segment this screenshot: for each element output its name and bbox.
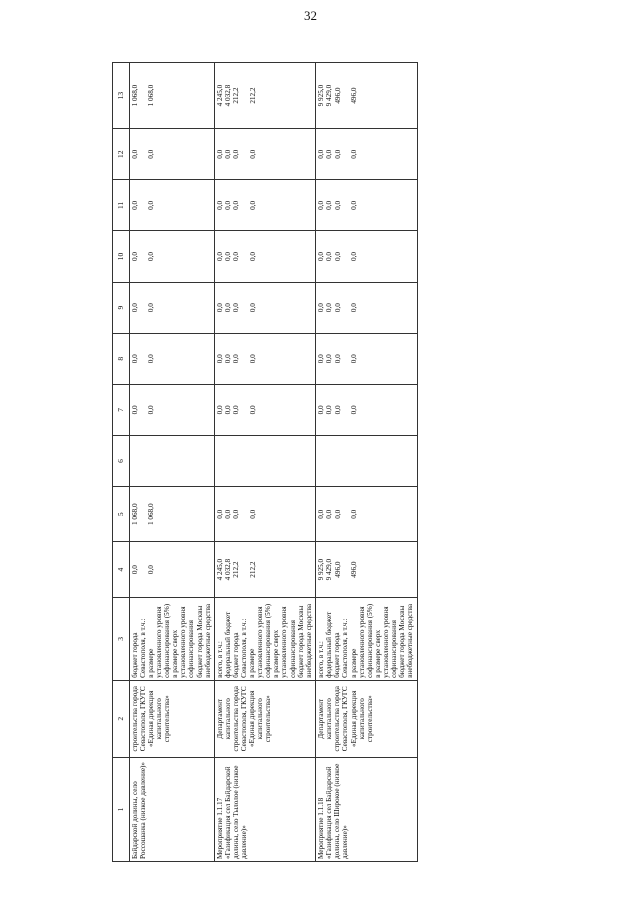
value: 0,0 [147, 303, 156, 313]
value-cell [316, 180, 417, 231]
value: 496,0 [350, 87, 359, 104]
value: 0,0 [317, 303, 326, 313]
value: 0,0 [333, 405, 342, 415]
value: 0,0 [248, 251, 257, 261]
column-number-cell: 9 [113, 282, 130, 333]
value [375, 387, 400, 433]
value: 0,0 [131, 149, 139, 159]
value: 0,0 [131, 303, 139, 313]
value-cell [316, 542, 417, 597]
value [298, 387, 306, 433]
value-cell [130, 180, 215, 231]
value: 0,0 [131, 200, 139, 210]
funding-source-label: в размере сверх установленного уровня софинансирования [272, 606, 297, 678]
value [172, 65, 197, 126]
table-body [130, 63, 418, 862]
column-number-cell: 10 [113, 231, 130, 282]
value: 1 068,0 [147, 503, 156, 526]
value: 212,2 [232, 561, 241, 578]
value [325, 438, 333, 484]
value: 0,0 [215, 509, 224, 519]
value [273, 387, 298, 433]
value: 0,0 [131, 354, 139, 364]
funding-source-label: внебюджетные средства [405, 603, 414, 678]
value: 0,0 [325, 251, 334, 261]
column-number-cell: 11 [113, 180, 130, 231]
value: 0,0 [248, 303, 257, 313]
value: 0,0 [147, 149, 156, 159]
value: 0,0 [224, 149, 233, 159]
value: 9 429,0 [325, 558, 334, 581]
value-cell [316, 231, 417, 282]
value: 9 925,0 [317, 558, 326, 581]
value [197, 285, 205, 331]
funding-source-label: внебюджетные средства [304, 603, 313, 678]
value: 0,0 [215, 405, 224, 415]
value: 0,0 [317, 200, 326, 210]
value: 0,0 [350, 251, 359, 261]
value: 0,0 [147, 200, 156, 210]
rotated-table-wrapper [112, 62, 608, 862]
value [172, 544, 197, 594]
value: 0,0 [248, 509, 257, 519]
value-cell [130, 542, 215, 597]
value [375, 489, 400, 539]
funding-source-label: в размере установленного уровня софинансирования (5%) [349, 603, 374, 678]
value: 0,0 [317, 509, 326, 519]
value [399, 438, 407, 484]
value [298, 182, 306, 228]
value: 0,0 [248, 200, 257, 210]
value [317, 438, 325, 484]
value [375, 233, 400, 279]
value: 4 032,8 [224, 84, 233, 107]
value [224, 438, 232, 484]
value: 212,2 [248, 561, 257, 578]
value: 0,0 [232, 200, 241, 210]
value [306, 65, 314, 126]
value [172, 387, 197, 433]
value [399, 131, 407, 177]
value [249, 438, 274, 484]
value: 9 429,0 [325, 84, 334, 107]
funding-source-label: бюджет города Москвы [296, 605, 305, 678]
column-number-cell: 7 [113, 384, 130, 435]
value: 496,0 [350, 561, 359, 578]
funding-source-label: всего, в т.ч.: [215, 641, 224, 678]
table-row [316, 63, 417, 862]
value: 0,0 [224, 354, 233, 364]
value: 0,0 [333, 354, 342, 364]
value: 496,0 [333, 87, 342, 104]
value [306, 131, 314, 177]
value: 0,0 [333, 509, 342, 519]
funding-source-label: бюджет города Севастополя, в т.ч.: [232, 618, 249, 678]
value: 0,0 [215, 149, 224, 159]
value [407, 336, 415, 382]
value: 0,0 [224, 200, 233, 210]
value [273, 438, 298, 484]
value [205, 336, 213, 382]
column-number-cell: 5 [113, 487, 130, 542]
value [306, 233, 314, 279]
funding-source-label: федеральный бюджет [224, 611, 233, 678]
value: 4 245,0 [215, 558, 224, 581]
value: 0,0 [224, 405, 233, 415]
value [298, 438, 306, 484]
value [306, 489, 314, 539]
value-cell [316, 63, 417, 129]
value-cell [214, 180, 315, 231]
value [172, 336, 197, 382]
value: 0,0 [224, 509, 233, 519]
value-cell [214, 487, 315, 542]
value-cell [214, 63, 315, 129]
column-number-cell: 1 [113, 757, 130, 861]
value-cell [130, 333, 215, 384]
value: 0,0 [317, 251, 326, 261]
measure-name-cell: Байдарской долины, село Россошанка (низкое давление)» [130, 757, 215, 861]
value [407, 233, 415, 279]
value [306, 544, 314, 594]
value: 0,0 [317, 405, 326, 415]
value [232, 438, 248, 484]
value [350, 438, 375, 484]
column-number-cell: 2 [113, 680, 130, 757]
value [375, 438, 400, 484]
value-cell [130, 63, 215, 129]
value: 0,0 [325, 509, 334, 519]
value-cell [130, 282, 215, 333]
value: 0,0 [224, 303, 233, 313]
budget-table [112, 62, 418, 862]
value [399, 544, 407, 594]
column-number-cell: 6 [113, 435, 130, 486]
value: 0,0 [317, 354, 326, 364]
value-cell [316, 435, 417, 486]
value-cell [214, 542, 315, 597]
funding-source-label: бюджет города Севастополя, в т.ч.: [333, 618, 350, 678]
value: 0,0 [232, 354, 241, 364]
value [147, 438, 172, 484]
value [273, 233, 298, 279]
value [334, 438, 350, 484]
table-row [130, 63, 215, 862]
value-cell [130, 129, 215, 180]
value [407, 489, 415, 539]
value-cell [316, 487, 417, 542]
value [375, 285, 400, 331]
funding-source-cell [316, 597, 417, 680]
value [298, 65, 306, 126]
value [399, 182, 407, 228]
value: 0,0 [350, 149, 359, 159]
table-row [214, 63, 315, 862]
value: 0,0 [248, 354, 257, 364]
value [273, 285, 298, 331]
value [306, 285, 314, 331]
value [131, 438, 147, 484]
value [205, 489, 213, 539]
value [298, 336, 306, 382]
value: 0,0 [147, 565, 156, 575]
value-cell [214, 231, 315, 282]
value: 0,0 [232, 509, 241, 519]
value [273, 182, 298, 228]
funding-source-label: бюджет города Москвы [397, 605, 406, 678]
value [407, 544, 415, 594]
value [172, 182, 197, 228]
column-number-row [113, 63, 130, 862]
value: 0,0 [147, 354, 156, 364]
value-cell [130, 231, 215, 282]
value-cell [214, 384, 315, 435]
value [407, 65, 415, 126]
value-cell [316, 129, 417, 180]
value: 212,2 [232, 87, 241, 104]
value [298, 544, 306, 594]
value: 496,0 [333, 561, 342, 578]
value: 0,0 [350, 509, 359, 519]
value [399, 65, 407, 126]
value-cell [214, 435, 315, 486]
value [407, 182, 415, 228]
value: 0,0 [325, 303, 334, 313]
value [399, 233, 407, 279]
column-number-cell: 13 [113, 63, 130, 129]
funding-source-label: в размере сверх установленного уровня софинансирования [373, 606, 398, 678]
value-cell [214, 282, 315, 333]
value [197, 65, 205, 126]
value [298, 131, 306, 177]
value [205, 182, 213, 228]
value [197, 233, 205, 279]
value [197, 489, 205, 539]
value: 0,0 [350, 405, 359, 415]
column-number-cell: 4 [113, 542, 130, 597]
value-cell [130, 435, 215, 486]
value [273, 489, 298, 539]
executor-cell: Департамент капитального строительства города Севастополя, ГКУГС «Единая дирекция капитального строительства» [316, 680, 417, 757]
value [216, 438, 224, 484]
funding-source-label: внебюджетные средства [203, 603, 212, 678]
value [205, 285, 213, 331]
value [306, 336, 314, 382]
value: 0,0 [232, 405, 241, 415]
value [375, 544, 400, 594]
value [306, 438, 314, 484]
value [205, 233, 213, 279]
value [375, 131, 400, 177]
value [306, 182, 314, 228]
funding-source-label: в размере сверх установленного уровня софинансирования [171, 606, 196, 678]
value [172, 285, 197, 331]
value: 0,0 [333, 200, 342, 210]
value: 9 925,0 [317, 84, 326, 107]
value: 0,0 [147, 251, 156, 261]
funding-source-label: федеральный бюджет [325, 611, 334, 678]
value: 0,0 [232, 251, 241, 261]
column-number-cell: 3 [113, 597, 130, 680]
value: 4 245,0 [215, 84, 224, 107]
funding-source-label: всего, в т.ч.: [317, 641, 326, 678]
measure-name-cell: Мероприятие 1.1.18 «Газификация сел Байдарской долины, село Широкое (низкое давление)» [316, 757, 417, 861]
column-number-cell: 8 [113, 333, 130, 384]
value: 4 032,8 [224, 558, 233, 581]
value [407, 285, 415, 331]
value: 0,0 [215, 251, 224, 261]
value [197, 438, 205, 484]
value: 1 068,0 [147, 84, 156, 107]
value [205, 438, 213, 484]
table-header [113, 63, 130, 862]
value: 0,0 [147, 405, 156, 415]
value [197, 182, 205, 228]
value [273, 65, 298, 126]
funding-source-label: в размере установленного уровня софинансирования (5%) [147, 603, 172, 678]
value [205, 131, 213, 177]
value: 0,0 [350, 303, 359, 313]
value [172, 131, 197, 177]
value [298, 285, 306, 331]
value [172, 489, 197, 539]
value: 0,0 [215, 303, 224, 313]
value [172, 438, 197, 484]
funding-source-label: в размере установленного уровня софинансирования (5%) [248, 603, 273, 678]
funding-source-cell [130, 597, 215, 680]
value [375, 336, 400, 382]
value [197, 131, 205, 177]
value [197, 544, 205, 594]
value [273, 544, 298, 594]
value: 0,0 [325, 149, 334, 159]
value [375, 182, 400, 228]
value [273, 131, 298, 177]
page-number: 32 [304, 8, 317, 23]
value: 1 068,0 [131, 84, 139, 107]
executor-cell: Департамент капитального строительства города Севастополя, ГКУГС «Единая дирекция капитального строительства» [214, 680, 315, 757]
value: 0,0 [325, 354, 334, 364]
value: 212,2 [248, 87, 257, 104]
value [197, 387, 205, 433]
value [172, 233, 197, 279]
value [205, 65, 213, 126]
value: 0,0 [131, 405, 139, 415]
value: 0,0 [350, 200, 359, 210]
value-cell [214, 333, 315, 384]
value [197, 336, 205, 382]
value [375, 65, 400, 126]
value: 0,0 [333, 251, 342, 261]
value: 0,0 [215, 354, 224, 364]
column-number-cell: 12 [113, 129, 130, 180]
value: 0,0 [325, 200, 334, 210]
value [306, 387, 314, 433]
value-cell [130, 384, 215, 435]
value: 0,0 [224, 251, 233, 261]
value-cell [316, 384, 417, 435]
value: 0,0 [232, 303, 241, 313]
value [205, 544, 213, 594]
value: 0,0 [317, 149, 326, 159]
value: 0,0 [131, 565, 139, 575]
value [399, 387, 407, 433]
value [399, 489, 407, 539]
value: 0,0 [333, 303, 342, 313]
value-cell [130, 487, 215, 542]
value [399, 336, 407, 382]
executor-cell: строительства города Севастополя, ГКУГС «Единая дирекция капитального строительства» [130, 680, 215, 757]
value [399, 285, 407, 331]
value-cell [214, 129, 315, 180]
value: 0,0 [248, 149, 257, 159]
measure-name-cell: Мероприятие 1.1.17 «Газификация сел Байдарской долины, село Тылолое (низкое давление)» [214, 757, 315, 861]
value [407, 131, 415, 177]
funding-source-cell [214, 597, 315, 680]
value [407, 387, 415, 433]
value: 1 068,0 [131, 503, 139, 526]
value-cell [316, 333, 417, 384]
value-cell [316, 282, 417, 333]
value: 0,0 [333, 149, 342, 159]
value: 0,0 [350, 354, 359, 364]
value [273, 336, 298, 382]
value: 0,0 [232, 149, 241, 159]
value [298, 489, 306, 539]
value: 0,0 [215, 200, 224, 210]
funding-source-label: бюджет города Москвы [195, 605, 204, 678]
value: 0,0 [325, 405, 334, 415]
value: 0,0 [248, 405, 257, 415]
funding-source-label: бюджет города Севастополя, в т.ч.: [131, 618, 148, 678]
value [298, 233, 306, 279]
value: 0,0 [131, 251, 139, 261]
value [205, 387, 213, 433]
value [407, 438, 415, 484]
